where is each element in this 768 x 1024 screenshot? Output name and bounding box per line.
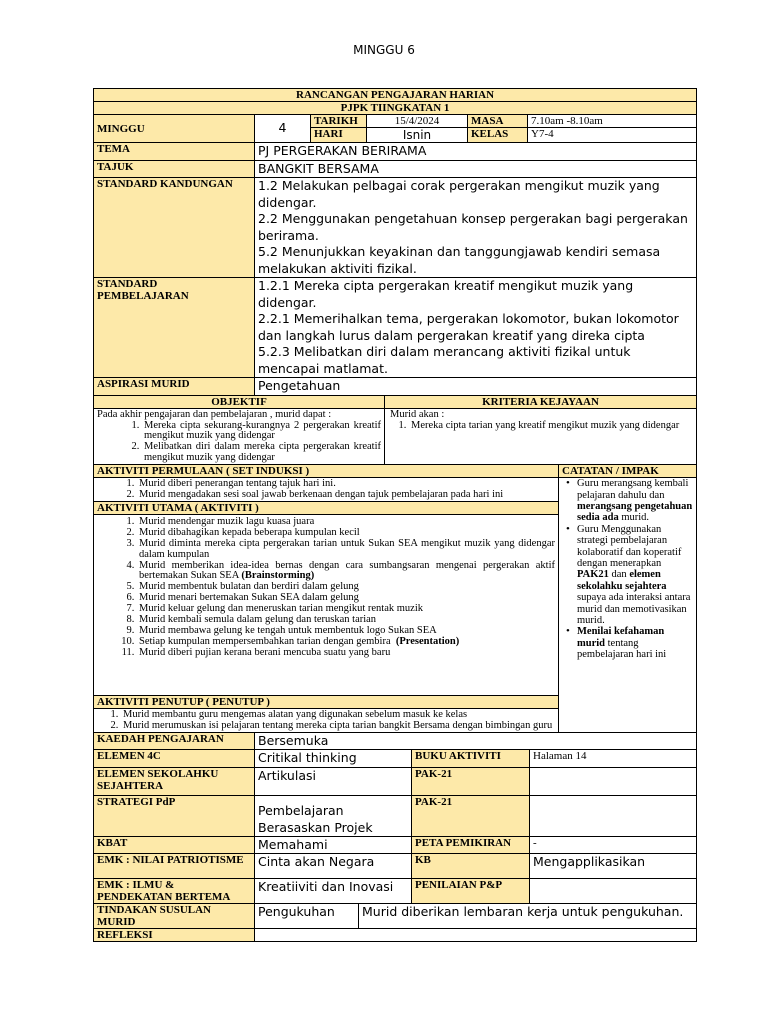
kaedah-value: Bersemuka: [255, 732, 697, 750]
peta-value: -: [530, 836, 697, 854]
kb-label: KB: [412, 854, 530, 879]
standards-table: [93, 142, 697, 396]
ess-label: ELEMEN SEKOLAHKU SEJAHTERA: [94, 767, 255, 795]
kb-value: Mengapplikasikan: [530, 854, 697, 879]
buku-value: Halaman 14: [530, 750, 697, 768]
kriteria-label: KRITERIA KEJAYAAN: [385, 395, 697, 408]
strategi-value: Pembelajaran Berasaskan Projek: [255, 795, 412, 836]
kriteria-intro: Murid akan :: [390, 408, 445, 420]
kriteria-body: [385, 408, 697, 465]
objektif-label: OBJEKTIF: [94, 395, 385, 408]
tindakan-value: Pengukuhan: [255, 904, 359, 929]
sk-line: 2.2 Menggunakan pengetahuan konsep pergerakan bagi pergerakan berirama.: [258, 211, 688, 243]
pak21-label-2: PAK-21: [412, 795, 530, 836]
utama-item: 3. Murid diminta mereka cipta pergerakan tarian untuk Sukan SEA mengikut muzik yang didengar dalam kumpulan: [137, 539, 555, 561]
pak21-value-1: [530, 767, 697, 795]
emk1-label: EMK : NILAI PATRIOTISME: [94, 854, 255, 879]
minggu-value: 4: [255, 115, 311, 143]
standard-pembelajaran-value: [255, 278, 697, 378]
objektif-item: 1. Mereka cipta sekurang-kurangnya 2 pergerakan kreatif mengikut muzik yang didengar: [142, 421, 381, 443]
penilaian-value: [530, 879, 697, 904]
kelas-value: Y7-4: [528, 128, 697, 143]
catatan-item: • Guru merangsang kembali pelajaran dahulu dan merangsang pengetahuan sedia ada murid.: [575, 478, 693, 524]
tajuk-label: TAJUK: [94, 160, 255, 178]
catatan-body: [559, 478, 697, 733]
bottom-table: [93, 732, 697, 943]
emk1-value: Cinta akan Negara: [255, 854, 412, 879]
aspirasi-label: ASPIRASI MURID: [94, 378, 255, 396]
refleksi-label: REFLEKSI: [94, 929, 255, 942]
sp-line: 1.2.1 Mereka cipta pergerakan kreatif mengikut muzik yang didengar.: [258, 278, 634, 310]
aspirasi-value: Pengetahuan: [255, 378, 697, 396]
tajuk-value: BANGKIT BERSAMA: [255, 160, 697, 178]
elemen4c-label: ELEMEN 4C: [94, 750, 255, 768]
peta-label: PETA PEMIKIRAN: [412, 836, 530, 854]
utama-item: 8. Murid kembali semula dalam gelung dan teruskan tarian: [137, 615, 555, 626]
strategi-label: STRATEGI PdP: [94, 795, 255, 836]
objective-table: [93, 395, 697, 466]
permulaan-body: [94, 478, 559, 502]
utama-item: 9. Murid membawa gelung ke tengah untuk membentuk logo Sukan SEA: [137, 626, 555, 637]
kelas-label: KELAS: [468, 128, 528, 143]
permulaan-label: AKTIVITI PERMULAAN ( SET INDUKSI ): [94, 465, 559, 478]
tarikh-value: 15/4/2024: [367, 115, 468, 128]
hari-label: HARI: [311, 128, 367, 143]
activities-table: [93, 464, 697, 733]
refleksi-value: [255, 929, 697, 942]
buku-label: BUKU AKTIVITI: [412, 750, 530, 768]
penutup-label: AKTIVITI PENUTUP ( PENUTUP ): [94, 695, 559, 708]
pak21-label-1: PAK-21: [412, 767, 530, 795]
utama-item: 10. Setiap kumpulan mempersembahkan tarian dengan gembira (Presentation): [137, 637, 555, 648]
emk2-value: Kreatiiviti dan Inovasi: [255, 879, 412, 904]
catatan-item: • Guru Menggunakan strategi pembelajaran kolaboratif dan koperatif dengan menerapkan PAK21 dan elemen sekolahku sejahtera supaya ada interaksi antara murid dan memotivasikan murid.: [575, 524, 693, 627]
sk-line: 5.2 Menunjukkan keyakinan dan tanggungjawab kendiri semasa melakukan aktiviti fizikal.: [258, 244, 661, 276]
tema-label: TEMA: [94, 143, 255, 161]
kbat-label: KBAT: [94, 836, 255, 854]
header-table: [93, 88, 697, 143]
standard-kandungan-value: [255, 178, 697, 278]
catatan-item: • Menilai kefahaman murid tentang pembelajaran hari ini: [575, 626, 693, 660]
permulaan-item: 2. Murid mengadakan sesi soal jawab berkenaan dengan tajuk pembelajaran pada hari ini: [137, 490, 555, 501]
week-label: MINGGU 6: [353, 43, 415, 57]
pak21-value-2: [530, 795, 697, 836]
standard-kandungan-label: STANDARD KANDUNGAN: [94, 178, 255, 278]
minggu-label: MINGGU: [94, 115, 255, 143]
kbat-value: Memahami: [255, 836, 412, 854]
utama-item: 4. Murid memberikan idea-idea bernas dengan cara sumbangsaran mengenai pergerakan aktif bertemakan Sukan SEA (Brainstorming): [137, 561, 555, 583]
standard-pembelajaran-label: STANDARD PEMBELAJARAN: [94, 278, 255, 378]
masa-value: 7.10am -8.10am: [528, 115, 697, 128]
penutup-item: 2. Murid merumuskan isi pelajaran tentang mereka cipta tarian bangkit Bersama dengan bimbingan guru: [121, 721, 555, 732]
objektif-item: 2. Melibatkan diri dalam mereka cipta pergerakan kreatif mengikut muzik yang didengar: [142, 442, 381, 464]
utama-item: 6. Murid menari bertemakan Sukan SEA dalam gelung: [137, 593, 555, 604]
tema-value: PJ PERGERAKAN BERIRAMA: [255, 143, 697, 161]
kriteria-item: 1. Mereka cipta tarian yang kreatif mengikut muzik yang didengar: [409, 421, 693, 432]
ess-value: Artikulasi: [255, 767, 412, 795]
objektif-intro: Pada akhir pengajaran dan pembelajaran , murid dapat :: [97, 408, 332, 420]
tarikh-label: TARIKH: [311, 115, 367, 128]
masa-label: MASA: [468, 115, 528, 128]
tindakan-label: TINDAKAN SUSULAN MURID: [94, 904, 255, 929]
utama-item: 2. Murid dibahagikan kepada beberapa kumpulan kecil: [137, 528, 555, 539]
elemen4c-value: Critikal thinking: [255, 750, 412, 768]
sp-line: 2.2.1 Memerihalkan tema, pergerakan lokomotor, bukan lokomotor dan langkah lurus dalam pergerakan kreatif yang direka cipta: [258, 311, 679, 343]
utama-body: [94, 514, 559, 695]
utama-label: AKTIVITI UTAMA ( AKTIVITI ): [94, 501, 559, 514]
lesson-plan-sheet: [93, 88, 696, 942]
emk2-label: EMK : ILMU & PENDEKATAN BERTEMA: [94, 879, 255, 904]
objektif-body: [94, 408, 385, 465]
permulaan-item: 1. Murid diberi penerangan tentang tajuk hari ini.: [137, 479, 555, 490]
utama-item: 1. Murid mendengar muzik lagu kuasa juara: [137, 517, 555, 528]
plan-title: RANCANGAN PENGAJARAN HARIAN: [94, 89, 697, 102]
penilaian-label: PENILAIAN P&P: [412, 879, 530, 904]
sk-line: 1.2 Melakukan pelbagai corak pergerakan mengikut muzik yang didengar.: [258, 178, 660, 210]
plan-subtitle: PJPK TIINGKATAN 1: [94, 102, 697, 115]
catatan-label: CATATAN / IMPAK: [559, 465, 697, 478]
utama-item: 7. Murid keluar gelung dan meneruskan tarian mengikut rentak muzik: [137, 604, 555, 615]
utama-item: 11. Murid diberi pujian kerana berani mencuba suatu yang baru: [137, 648, 555, 659]
penutup-item: 1. Murid membantu guru mengemas alatan yang digunakan sebelum masuk ke kelas: [121, 710, 555, 721]
hari-value: Isnin: [367, 128, 468, 143]
tindakan-note: Murid diberikan lembaran kerja untuk pengukuhan.: [359, 904, 697, 929]
penutup-body: [94, 708, 559, 732]
sp-line: 5.2.3 Melibatkan diri dalam merancang aktiviti fizikal untuk mencapai matlamat.: [258, 344, 631, 376]
utama-item: 5. Murid membentuk bulatan dan berdiri dalam gelung: [137, 582, 555, 593]
kaedah-label: KAEDAH PENGAJARAN: [94, 732, 255, 750]
